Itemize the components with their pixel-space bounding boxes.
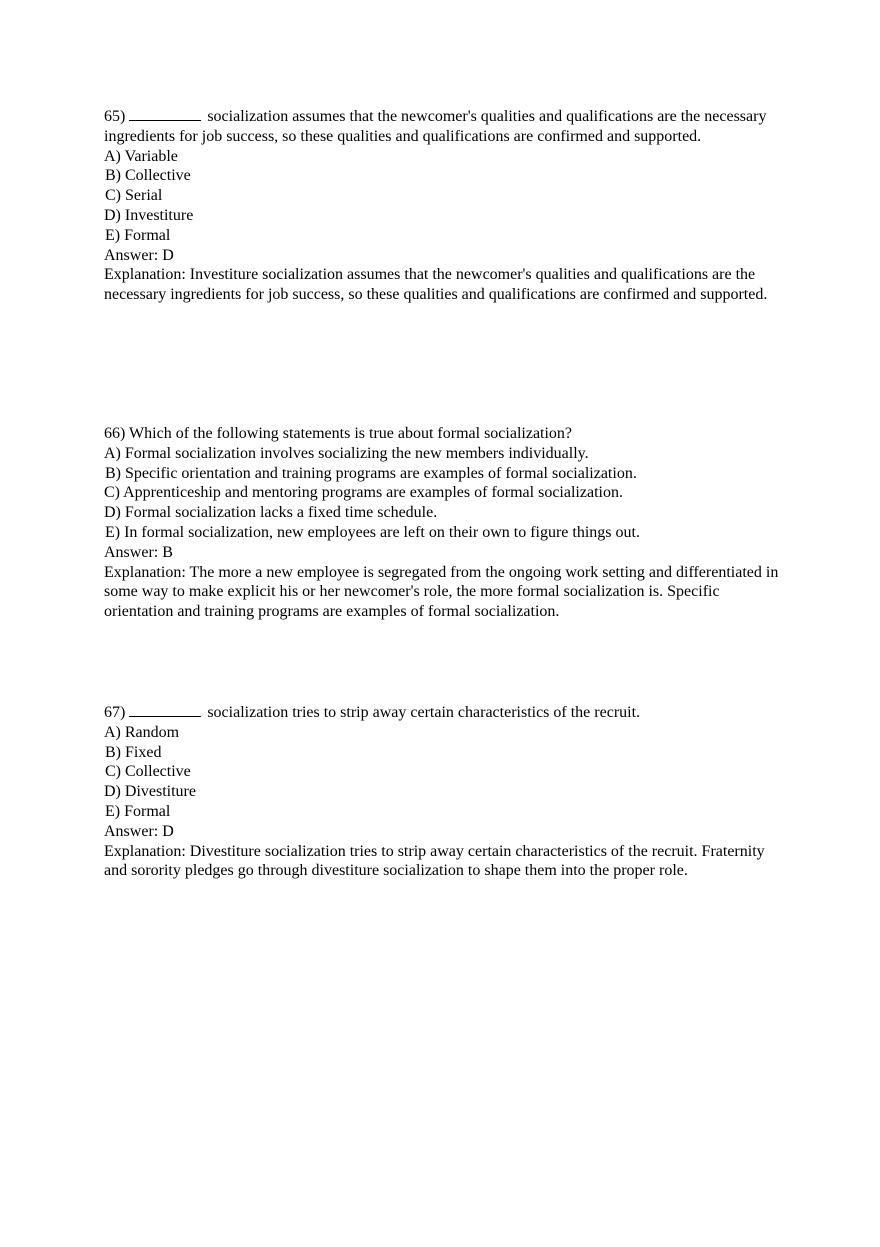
option-d: D) Divestiture <box>104 783 196 801</box>
option-c: C) Serial <box>105 187 163 205</box>
question-number: 67) <box>104 704 126 721</box>
option-c: C) Collective <box>105 763 191 781</box>
question-66 <box>104 424 784 622</box>
explanation: Explanation: The more a new employee is segregated from the ongoing work setting and differentiated in some way to make explicit his or her newcomer's role, the more formal socialization is. Specific orientation and training programs are examples of formal socialization. <box>104 563 779 621</box>
option-d: D) Investiture <box>104 206 194 224</box>
option-a: A) Variable <box>104 147 178 165</box>
question-stem <box>104 106 784 147</box>
option-b: B) Collective <box>105 167 191 185</box>
answer-line: Answer: D <box>104 822 174 840</box>
option-a: A) Formal socialization involves socializing the new members individually. <box>104 444 589 462</box>
option-e: E) In formal socialization, new employees are left on their own to figure things out. <box>105 523 640 541</box>
question-stem <box>104 702 784 723</box>
option-e: E) Formal <box>105 226 171 244</box>
option-b: B) Fixed <box>105 743 162 761</box>
answer-blank <box>129 702 201 717</box>
option-b: B) Specific orientation and training programs are examples of formal socialization. <box>105 464 637 482</box>
answer-blank <box>129 106 201 121</box>
question-67 <box>104 702 784 881</box>
question-text: Which of the following statements is true about formal socialization? <box>129 425 573 442</box>
question-text: socialization assumes that the newcomer's qualities and qualifications are the necessary ingredients for job success, so these qualities and qualifications are confirmed and supported. <box>104 108 767 145</box>
answer-line: Answer: D <box>104 246 174 264</box>
answer-line: Answer: B <box>104 543 173 561</box>
option-a: A) Random <box>104 723 180 741</box>
option-d: D) Formal socialization lacks a fixed time schedule. <box>104 504 438 522</box>
explanation: Explanation: Investiture socialization assumes that the newcomer's qualities and qualifications are the necessary ingredients for job success, so these qualities and qualifications are confirmed and supported. <box>104 266 768 304</box>
option-c: C) Apprenticeship and mentoring programs are examples of formal socialization. <box>104 484 623 502</box>
explanation: Explanation: Divestiture socialization tries to strip away certain characteristics of the recruit. Fraternity and sorority pledges go through divestiture socialization to shape them into the proper role. <box>104 842 765 880</box>
question-65 <box>104 106 784 305</box>
question-stem <box>104 424 784 444</box>
question-number: 65) <box>104 108 126 125</box>
question-text: socialization tries to strip away certain characteristics of the recruit. <box>207 704 641 721</box>
option-e: E) Formal <box>105 802 171 820</box>
question-number: 66) <box>104 425 126 442</box>
